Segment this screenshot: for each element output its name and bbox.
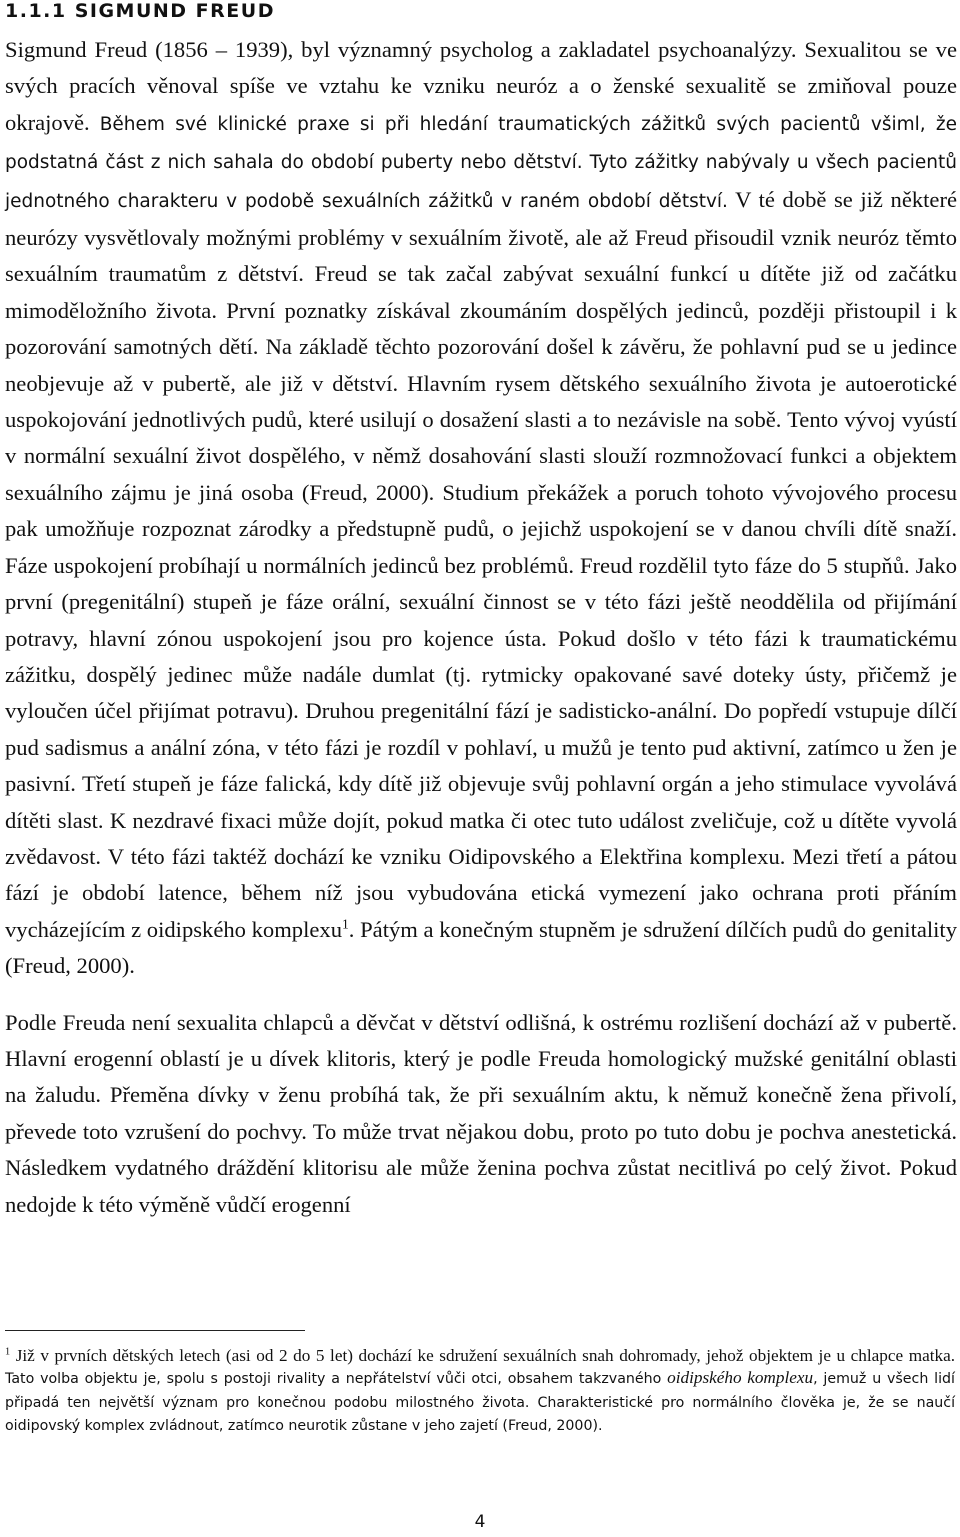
paragraph-1-part-d: . Pátým a konečným stupněm je sdružení dílčích pudů do genitality (Freud, 2000).: [5, 916, 957, 979]
footnote-part-d: Charakteristické pro normálního člověka je, že se naučí oidipovský komplex zvládnout, zatímco neurotik zůstane v jeho zajetí (Freud, 2000).: [5, 1394, 956, 1435]
footnote-reference: 1: [342, 916, 349, 932]
footnote-part-c: , jemuž u všech lidí připadá ten největší význam pro konečnou podobu milostného života.: [5, 1371, 955, 1411]
footnote: [5, 1345, 955, 1438]
footnote-number: 1: [5, 1346, 11, 1358]
paragraph-2: [5, 1005, 957, 1223]
page-number: 4: [474, 1512, 486, 1532]
footnote-separator: [5, 1330, 305, 1331]
paragraph-1-part-c: V té době se již některé neurózy vysvětlovaly možnými problémy v sexuálním životě, ale až Freud přisoudil vznik neuróz těmto sexuálním traumatům z dětství. Freud se tak začal zabývat sexuální funkcí u dítěte již od začátku mimoděložního života. První poznatky získával zkoumáním dospělých jedinců, později přistoupil i k pozorování samotných dětí. Na základě těchto pozorování došel k závěru, že pohlavní pud se u jedince neobjevuje až v pubertě, ale již v dětství. Hlavním rysem dětského sexuálního života je autoerotické uspokojování jednotlivých pudů, které usilují o dosažení slasti a to nezávisle na sobě. Tento vývoj vyústí v normální sexuální život dospělého, v němž dosahování slasti slouží rozmnožovací funkci a objektem sexuálního zájmu je jiná osoba (Freud, 2000). Studium překážek a poruch tohoto vývojového procesu pak umožňuje rozpoznat zárodky a předstupně pudů, o jejichž uspokojení se v danou chvíli dítě snaží. Fáze uspokojení probíhají u normálních jedinců bez problémů. Freud rozdělil tyto fáze do 5 stupňů. Jako první (pregenitální) stupeň je fáze orální, sexuální činnost se v této fázi ještě neoddělila od přijímání potravy, hlavní zónou uspokojení jsou pro kojence ústa. Pokud došlo v této fázi k traumatickému zážitku, dospělý jedinec může nadále dumlat (tj. rytmicky opakované savé doteky ústy, přičemž je vyloučen účel přijímat potravu). Druhou pregenitální fází je sadisticko-anální. Do popředí vstupuje dílčí pud sadismus a anální zóna, v této fázi je rozdíl v pohlaví, u mužů je tento pud aktivní, zatímco u žen je pasivní. Třetí stupeň je fáze falická, kdy dítě již objevuje svůj pohlavní orgán a jeho stimulace vyvolává dítěti slast. K nezdravé fixaci může dojít, pokud matka či otec tuto událost zveličuje, což u dítěte vyvolá zvědavost. V této fázi taktéž dochází ke vzniku Oidipovského a Elektřina komplexu. Mezi třetí a pátou fází je období latence, během níž jsou vybudována etická vymezení jako ochrana proti přáním vycházejícím z oidipského komplexu: [5, 186, 957, 942]
footnote-emphasis: oidipského komplexu: [667, 1368, 814, 1388]
paragraph-2-text: Podle Freuda není sexualita chlapců a děvčat v dětství odlišná, k ostrému rozlišení dochází až v pubertě. Hlavní erogenní oblastí je u dívek klitoris, který je podle Freuda homologický mužské genitální oblasti na žaludu. Přeměna dívky v ženu probíhá tak, že při sexuálním aktu, k němuž konečně žena přivolí, převede toto vzrušení do pochvy. To může trvat nějakou dobu, proto po tuto dobu je pochva anestetická. Následkem vydatného dráždění klitorisu ale může ženina pochva zůstat necitlivá po celý život. Pokud nedojde k této výměně vůdčí erogenní: [5, 1009, 957, 1217]
paragraph-1-part-b: Během své klinické praxe si při hledání traumatických zážitků svých pacientů všiml, že podstatná část z nich sahala do období puberty nebo dětství. Tyto zážitky nabývaly u všech pacientů jednotného charakteru v podobě sexuálních zážitků v raném období dětství.: [5, 113, 957, 212]
paragraph-1-part-a: Sigmund Freud (1856 – 1939), byl významný psycholog a zakladatel psychoanalýzy. Sexualitou se ve svých pracích věnoval spíše ve vztahu ke vzniku neuróz a o ženské sexualitě se zmiňoval pouze okrajově.: [5, 37, 957, 135]
footnote-part-b: Tato volba objektu je, spolu s postoji rivality a nepřátelství vůči otci, obsahem takzvaného: [5, 1371, 668, 1388]
paragraph-1: [5, 32, 957, 985]
footnote-part-a: Již v prvních dětských letech (asi od 2 do 5 let) dochází ke sdružení sexuálních snah dohromady, jehož objektem je u chlapce matka.: [10, 1346, 955, 1365]
document-page: [5, 0, 957, 1223]
section-heading: 1.1.1 SIGMUND FREUD: [5, 0, 275, 22]
